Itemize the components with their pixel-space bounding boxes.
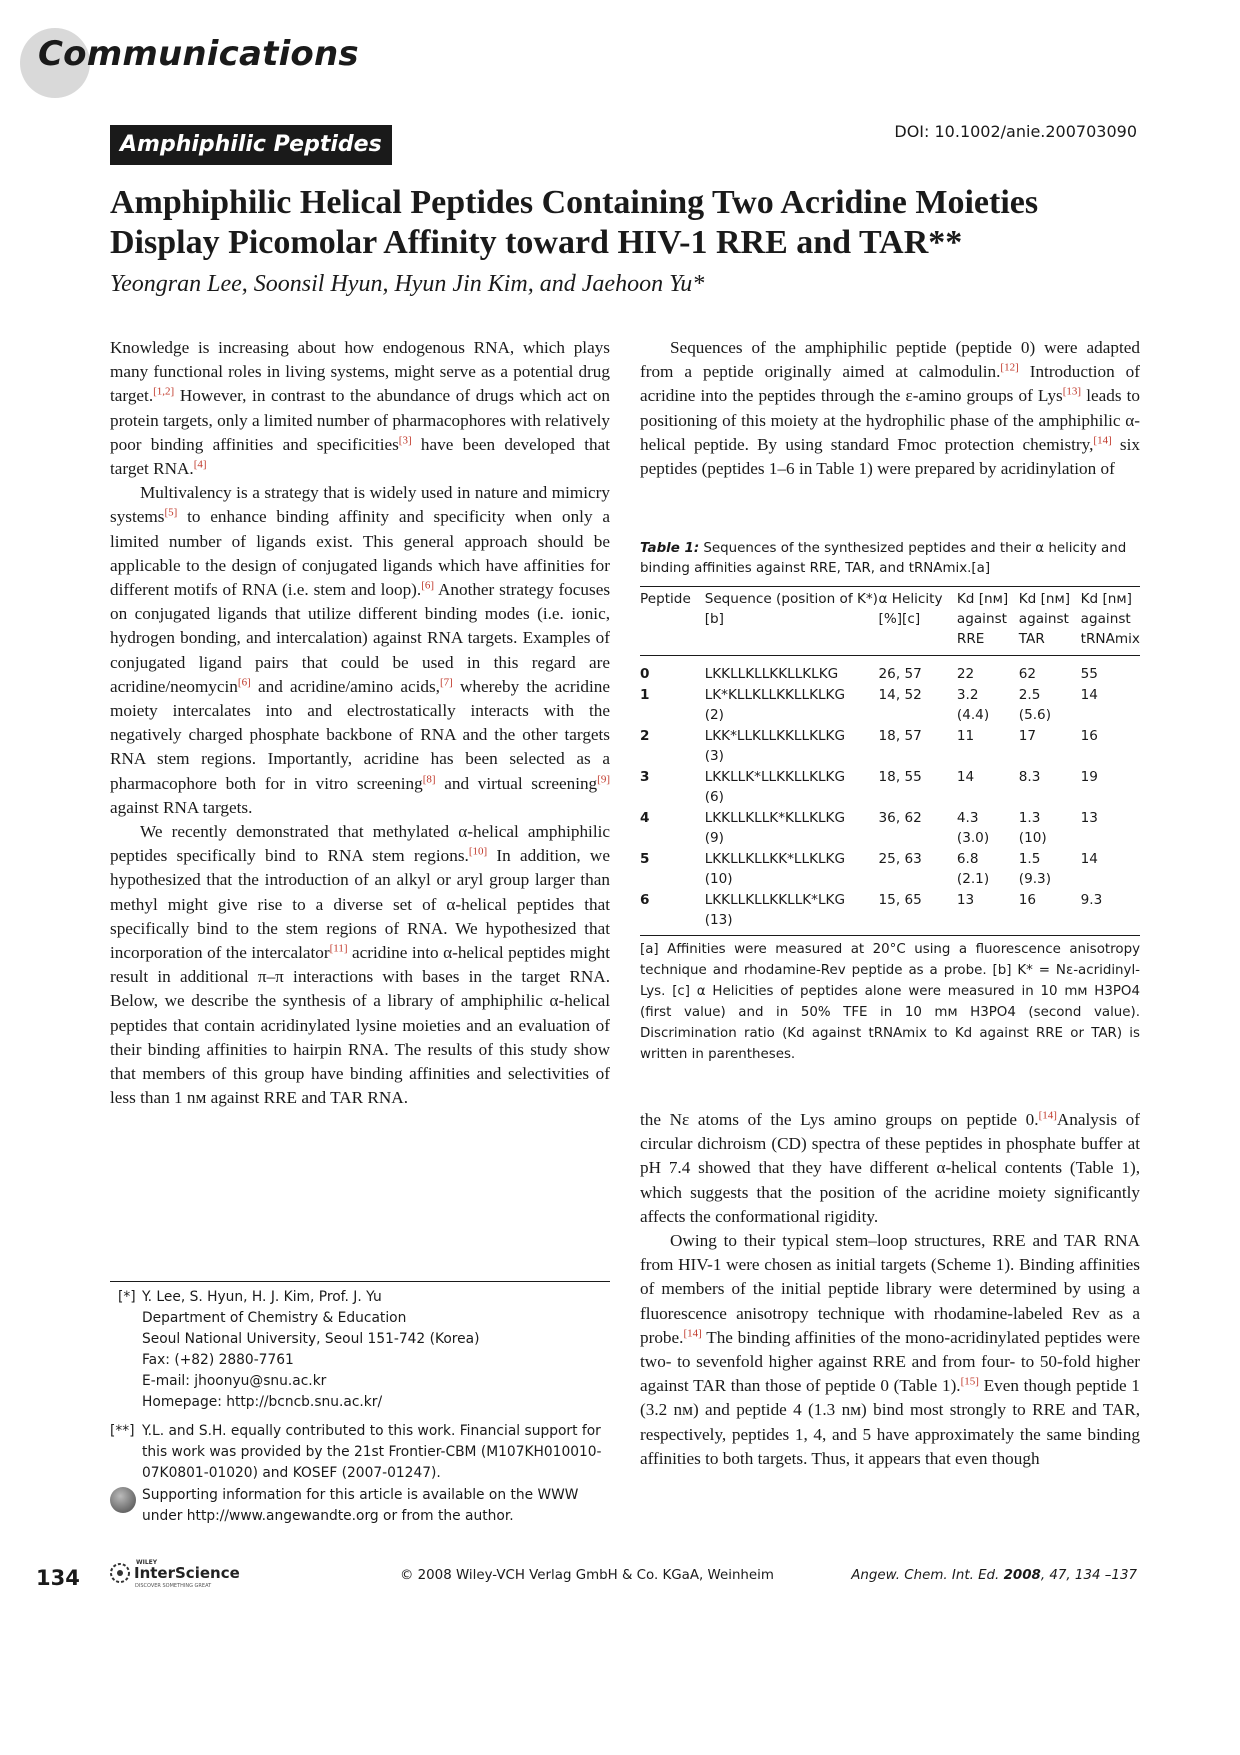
kd-tar-cell: 62 (1018, 666, 1037, 682)
reference-marker[interactable]: [14] (683, 1327, 702, 1340)
peptide-id-cell: 5 (640, 850, 650, 867)
affiliation-line: Department of Chemistry & Education (142, 1310, 407, 1326)
copyright: © 2008 Wiley-VCH Verlag GmbH & Co. KGaA, Weinheim (400, 1568, 774, 1583)
header-peptide: Peptide (640, 591, 691, 607)
helicity-cell: 14, 52 (878, 686, 922, 703)
helicity-cell: 36, 62 (878, 809, 922, 826)
sequence-cell: LKKLLKLLKKLLKLKG (704, 666, 839, 682)
reference-marker[interactable]: [4] (193, 458, 207, 471)
affiliation-line: Y. Lee, S. Hyun, H. J. Kim, Prof. J. Yu (142, 1289, 382, 1305)
authors: Yeongran Lee, Soonsil Hyun, Hyun Jin Kim, and Jaehoon Yu* (110, 271, 705, 297)
reference-marker[interactable]: [11] (329, 942, 348, 955)
supporting-info-text: Supporting information for this article is available on the WWW under http://www.angewandte.org or from the author. (142, 1487, 579, 1524)
body-right-column-top (640, 336, 1140, 481)
citation-journal: Angew. Chem. Int. Ed. (851, 1568, 1000, 1583)
kd-trna-cell: 14 (1080, 686, 1098, 703)
reference-marker[interactable]: [14] (1038, 1109, 1057, 1122)
article-title-line-2: Display Picomolar Affinity toward HIV-1 RRE and TAR** (110, 224, 963, 261)
paragraph: Sequences of the amphiphilic peptide (peptide 0) were adapted from a peptide originally aimed at calmodulin.[12] Introduction of acridine into the peptides through the ε-amino groups of Lys[13] leads to positioning of this moiety at the hydrophilic phase of the amphiphilic α-helical peptide. By using standard Fmoc protection chemistry,[14] six peptides (peptides 1–6 in Table 1) were prepared by acridinylation of (640, 338, 1141, 479)
sequence-cell: LKKLLKLLKK*LLKLKG (10) (704, 850, 846, 887)
interscience-logo (108, 1556, 268, 1592)
kd-rre-cell: 13 (956, 891, 975, 908)
reference-marker[interactable]: [12] (1000, 361, 1019, 374)
peptide-id-cell: 2 (640, 727, 650, 744)
sequence-cell: LKKLLKLLK*KLLKLKG (9) (704, 809, 846, 846)
kd-trna-cell: 19 (1080, 768, 1098, 785)
paragraph: Owing to their typical stem–loop structures, RRE and TAR RNA from HIV-1 were chosen as initial targets (Scheme 1). Binding affinities of members of the initial peptide library were determined by using a fluorescence anisotropy technique with rhodamine-labeled Rev as a probe.[14] The binding affinities of the mono-acridinylated peptides were two- to sevenfold higher against RRE and from four- to 50-fold higher against TAR than those of peptide 0 (Table 1).[15] Even though peptide 1 (3.2 nм) and peptide 4 (1.3 nм) bind most strongly to RRE and TAR, respectively, peptides 1, 4, and 5 have approximately the same binding affinities to both targets. Thus, it appears that even though (640, 1231, 1140, 1468)
helicity-cell: 18, 55 (878, 768, 922, 785)
sequence-cell: LK*KLLKLLKKLLKLKG (2) (704, 686, 846, 723)
peptide-id-cell: 0 (640, 666, 650, 682)
kd-rre-cell: 3.2 (4.4) (956, 686, 990, 723)
kd-trna-cell: 9.3 (1080, 891, 1103, 908)
kd-rre-cell: 11 (956, 727, 975, 744)
logo-sub-text: DISCOVER SOMETHING GREAT (135, 1583, 212, 1589)
header-kd-tar: Kd [nм] against TAR (1018, 591, 1071, 647)
kd-tar-cell: 17 (1018, 727, 1037, 744)
affiliation-line: Fax: (+82) 2880-7761 (142, 1352, 294, 1368)
paragraph: We recently demonstrated that methylated α-helical amphiphilic peptides specifically bind to RNA stem regions.[10] In addition, we hypothesized that the introduction of an alkyl or aryl group larger than methyl might give rise to a diverse set of α-helical peptides that specifically bind to the stem regions of RNA. We hypothesized that incorporation of the intercalator[11] acridine into α-helical peptides might result in additional π–π interactions with bases in the target RNA. Below, we describe the synthesis of a library of amphiphilic α-helical peptides that contain acridinylated lysine moieties and an evaluation of their binding affinities to hairpin RNA. The results of this study show that members of this group have binding affinities and selectivities of less than 1 nм against RRE and TAR RNA. (110, 822, 610, 1108)
helicity-cell: 15, 65 (878, 891, 922, 908)
citation-year: 2008 (1003, 1568, 1041, 1583)
kd-rre-cell: 22 (956, 666, 975, 682)
table-row (640, 849, 1140, 890)
category-tag: Amphiphilic Peptides (110, 125, 392, 165)
reference-marker[interactable]: [5] (164, 506, 178, 519)
affiliation-line: Seoul National University, Seoul 151-742 (Korea) (142, 1331, 480, 1347)
kd-rre-cell: 6.8 (2.1) (956, 850, 990, 887)
table-caption (640, 539, 1140, 579)
header-kd-rre: Kd [nм] against RRE (956, 591, 1009, 647)
table-row (640, 656, 1140, 685)
table-row (640, 808, 1140, 849)
helicity-cell: 26, 57 (878, 666, 922, 682)
article-title-line-1: Amphiphilic Helical Peptides Containing Two Acridine Moieties (110, 184, 1039, 221)
footnote-mark: [**] (110, 1423, 135, 1439)
reference-marker[interactable]: [9] (597, 772, 610, 785)
citation (851, 1568, 1137, 1583)
doi[interactable]: DOI: 10.1002/anie.200703090 (894, 122, 1137, 141)
sequence-cell: LKK*LLKLLKKLLKLKG (3) (704, 727, 846, 764)
kd-tar-cell: 1.3 (10) (1018, 809, 1047, 846)
body-left-column (110, 336, 610, 1111)
logo-main-text: InterScience (134, 1564, 240, 1582)
reference-marker[interactable]: [3] (398, 434, 412, 447)
table-caption-label: Table 1: (640, 541, 700, 556)
helicity-cell: 18, 57 (878, 727, 922, 744)
reference-marker[interactable]: [15] (960, 1375, 979, 1388)
reference-marker[interactable]: [1,2] (153, 385, 175, 398)
cd-icon (110, 1487, 136, 1513)
affiliation-footnote (110, 1287, 610, 1413)
reference-marker[interactable]: [10] (468, 845, 488, 858)
sequence-cell: LKKLLKLLKKLLK*LKG (13) (704, 891, 846, 928)
footnote-mark: [*] (118, 1289, 136, 1305)
kd-tar-cell: 1.5 (9.3) (1018, 850, 1051, 887)
footnote-divider (110, 1281, 610, 1282)
table-row (640, 726, 1140, 767)
table-row (640, 890, 1140, 936)
kd-trna-cell: 55 (1080, 666, 1098, 682)
reference-marker[interactable]: [8] (422, 772, 436, 785)
body-right-column-bottom (640, 1108, 1140, 1471)
article-title (110, 183, 1120, 263)
kd-tar-cell: 8.3 (1018, 768, 1041, 785)
paragraph: the Nε atoms of the Lys amino groups on peptide 0.[14]Analysis of circular dichroism (CD) spectra of these peptides in phosphate buffer at pH 7.4 showed that they have different α-helical contents (Table 1), which suggests that the position of the acridine moiety significantly affects the conformational rigidity. (640, 1109, 1140, 1226)
logo-top-text: WILEY (136, 1559, 158, 1566)
header-kd-trna: Kd [nм] against tRNAmix (1080, 591, 1140, 647)
kd-trna-cell: 16 (1080, 727, 1098, 744)
helicity-cell: 25, 63 (878, 850, 922, 867)
paragraph: Knowledge is increasing about how endogenous RNA, which plays many functional roles in living systems, might serve as a potential drug target.[1,2] However, in contrast to the abundance of drugs which act on protein targets, only a limited number of pharmacophores with relatively poor binding affinities and specificities[3] have been developed that target RNA.[4] (110, 338, 611, 479)
header-helicity: α Helicity [%][c] (878, 591, 943, 627)
homepage-link[interactable]: Homepage: http://bcncb.snu.ac.kr/ (142, 1394, 383, 1410)
kd-rre-cell: 4.3 (3.0) (956, 809, 990, 846)
kd-tar-cell: 16 (1018, 891, 1037, 908)
table-header-row (640, 587, 1140, 656)
section-title: Communications (38, 34, 359, 74)
table-body (640, 656, 1140, 936)
citation-volume-pages: , 47, 134 –137 (1040, 1568, 1137, 1583)
paragraph: Multivalency is a strategy that is widely used in nature and mimicry systems[5] to enhance binding affinity and specificity when only a limited number of ligands exist. This general approach should be applicable to the design of conjugated ligands which have affinities for different motifs of RNA (i.e. stem and loop).[6] Another strategy focuses on conjugated ligands that utilize different binding modes (i.e. ionic, hydrogen bonding, and intercalation) against RNA targets. Examples of conjugated ligand pairs that could be used in this regard are acridine/neomycin[6] and acridine/amino acids,[7] whereby the acridine moiety intercalates into and electrostatically interacts with the negatively charged phosphate backbone of RNA and the other targets RNA stem regions. Importantly, acridine has been selected as a pharmacophore both for in vitro screening[8] and virtual screening[9] against RNA targets. (110, 483, 611, 817)
reference-marker[interactable]: [6] (237, 676, 251, 689)
table-row (640, 767, 1140, 808)
peptide-id-cell: 4 (640, 809, 650, 826)
table-row (640, 685, 1140, 726)
reference-marker[interactable]: [7] (439, 676, 453, 689)
supporting-info-footnote (110, 1485, 610, 1527)
funding-footnote (110, 1421, 610, 1484)
peptide-id-cell: 3 (640, 768, 650, 785)
peptide-id-cell: 6 (640, 891, 650, 908)
kd-trna-cell: 13 (1080, 809, 1098, 826)
kd-tar-cell: 2.5 (5.6) (1018, 686, 1051, 723)
funding-text: Y.L. and S.H. equally contributed to this work. Financial support for this work was provided by the 21st Frontier-CBM (M107KH010010-07K0801-01020) and KOSEF (2007-01247). (142, 1423, 602, 1481)
peptide-id-cell: 1 (640, 686, 650, 703)
reference-marker[interactable]: [6] (421, 579, 435, 592)
table-footnote: [a] Affinities were measured at 20°C using a fluorescence anisotropy technique and rhodamine-Rev peptide as a probe. [b] K* = Nε-acridinyl-Lys. [c] α Helicities of peptides alone were measured in 10 mм H3PO4 (first value) and in 50% TFE in 10 mм H3PO4 (second value). Discrimination ratio (Kd against tRNAmix to Kd against RRE or TAR) is written in parentheses. (640, 942, 1140, 1062)
kd-trna-cell: 14 (1080, 850, 1098, 867)
page-number: 134 (36, 1566, 80, 1590)
reference-marker[interactable]: [13] (1062, 385, 1082, 398)
kd-rre-cell: 14 (956, 768, 975, 785)
sequence-cell: LKKLLK*LLKKLLKLKG (6) (704, 768, 846, 805)
reference-marker[interactable]: [14] (1093, 434, 1112, 447)
header-sequence: Sequence (position of K*)[b] (704, 591, 878, 627)
table-caption-text: Sequences of the synthesized peptides and their α helicity and binding affinities against RRE, TAR, and tRNAmix.[a] (640, 541, 1127, 576)
peptide-table (640, 586, 1140, 936)
email-link[interactable]: E-mail: jhoonyu@snu.ac.kr (142, 1373, 327, 1389)
